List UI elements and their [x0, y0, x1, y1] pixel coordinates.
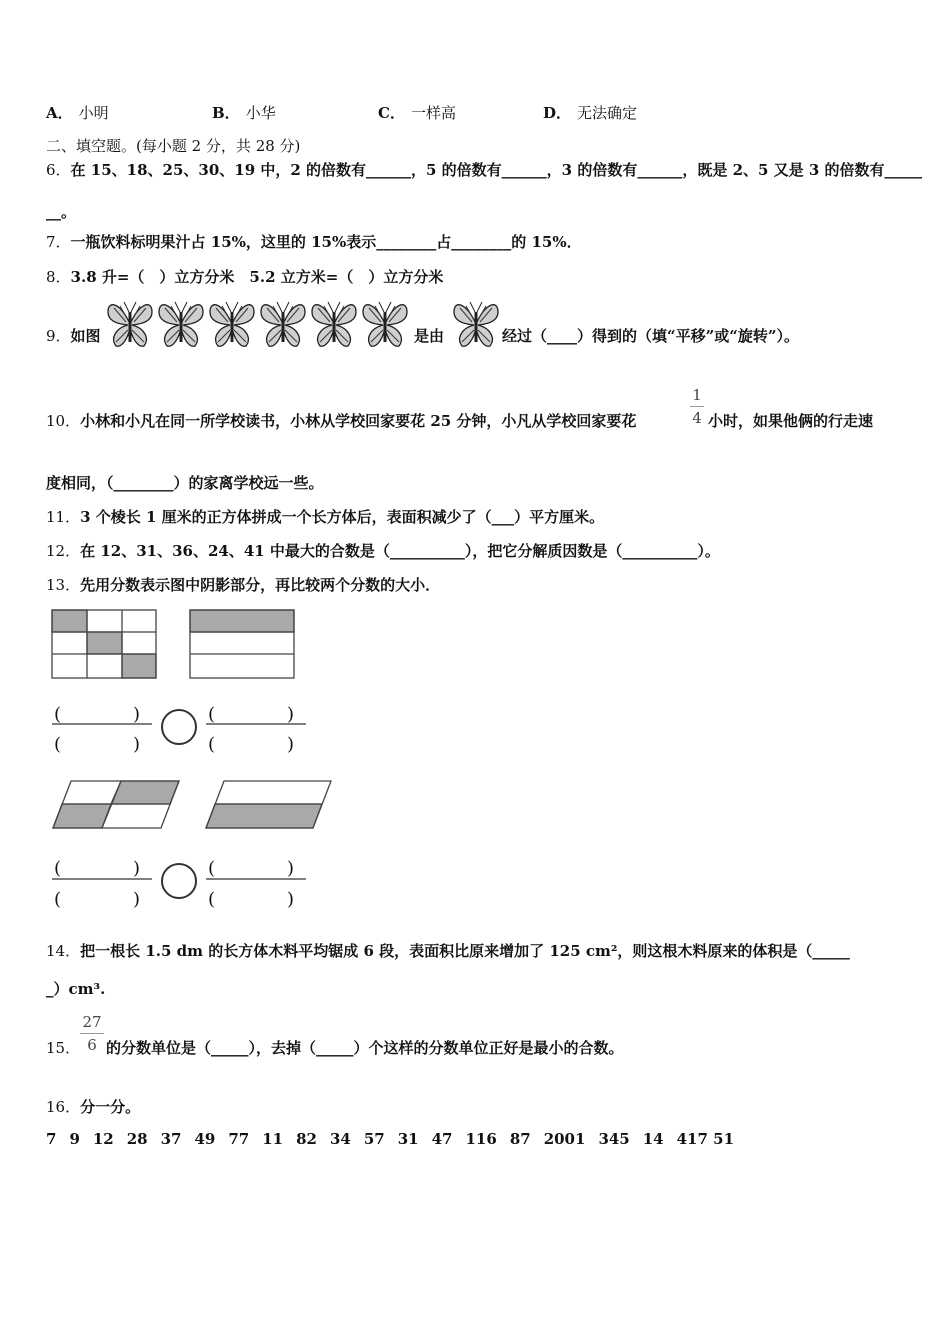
answer-blank[interactable]: ( ): [54, 858, 141, 879]
answer-blank[interactable]: ( ): [208, 734, 295, 755]
question-14-cont: _）cm³.: [46, 980, 106, 998]
question-6: 6．在 15、18、25、30、19 中，2 的倍数有______，5 的倍数有______，3 的倍数有______，既是 2、5 又是 3 的倍数有_____: [46, 161, 923, 179]
fraction-27-6: 27 6: [80, 1013, 104, 1054]
number-item: 14: [642, 1130, 664, 1148]
answer-blank[interactable]: ( ): [208, 889, 295, 910]
number-item: 77: [228, 1130, 250, 1148]
butterfly-icon: [159, 302, 203, 346]
question-15-num: 15．: [46, 1039, 81, 1057]
question-9: 9．如图: [46, 327, 101, 345]
answer-blank[interactable]: ( ): [54, 889, 141, 910]
option-b: B． 小华: [212, 104, 276, 122]
question-8: 8．3.8 升=（ ）立方分米 5.2 立方米=（ ）立方分米: [46, 268, 444, 286]
number-list: [46, 1130, 747, 1148]
option-c: C． 一样高: [378, 104, 456, 122]
question-6-cont: __。: [46, 203, 77, 221]
number-item: 87: [509, 1130, 531, 1148]
question-10: 10．小林和小凡在同一所学校读书，小林从学校回家要花 25 分钟，小凡从学校回家要花: [46, 412, 637, 430]
question-15: 的分数单位是（_____），去掉（_____）个这样的分数单位正好是最小的合数。: [106, 1039, 624, 1057]
number-item: 57: [363, 1130, 385, 1148]
question-11: 11．3 个棱长 1 厘米的正方体拼成一个长方体后，表面积减少了（___）平方厘米。: [46, 508, 605, 526]
option-d: D． 无法确定: [543, 104, 638, 122]
answer-blank[interactable]: ( ): [208, 858, 295, 879]
number-item: 7: [46, 1130, 57, 1148]
butterfly-icon: [454, 302, 498, 346]
number-item: 12: [92, 1130, 114, 1148]
grid-3x3: [52, 610, 156, 678]
butterfly-icon: [210, 302, 254, 346]
section-title: 二、填空题。(每小题 2 分，共 28 分): [46, 137, 301, 155]
number-item: 417 51: [676, 1130, 735, 1148]
number-item: 11: [262, 1130, 284, 1148]
butterfly-icon: [363, 302, 407, 346]
butterfly-row: [106, 298, 412, 350]
answer-blank[interactable]: ( ): [54, 734, 141, 755]
number-item: 49: [194, 1130, 216, 1148]
number-item: 2001: [543, 1130, 586, 1148]
butterfly-icon: [312, 302, 356, 346]
question-9-mid: 是由: [414, 327, 445, 345]
number-item: 82: [296, 1130, 317, 1148]
number-item: 34: [330, 1130, 351, 1148]
butterfly-single: [452, 298, 502, 350]
number-item: 28: [126, 1130, 148, 1148]
fraction-one-quarter: 1 4: [690, 386, 704, 427]
number-item: 37: [160, 1130, 182, 1148]
compare-circle[interactable]: [162, 710, 196, 744]
number-item: 9: [69, 1130, 80, 1148]
question-12: 12．在 12、31、36、24、41 中最大的合数是（__________），把它分解质因数是（__________）。: [46, 542, 720, 560]
number-item: 47: [431, 1130, 453, 1148]
question-7: 7．一瓶饮料标明果汁占 15%，这里的 15%表示________占________的 15%．: [46, 233, 582, 251]
answer-blank[interactable]: ( ): [208, 704, 295, 725]
question-16: 16．分一分。: [46, 1098, 141, 1116]
answer-blank[interactable]: ( ): [54, 704, 141, 725]
question-10-cont: 度相同，（________）的家离学校远一些。: [46, 474, 324, 492]
question-14: 14．把一根长 1.5 dm 的长方体木料平均锯成 6 段，表面积比原来增加了 125 cm²，则这根木料原来的体积是（_____: [46, 942, 850, 960]
option-a: A． 小明: [46, 104, 109, 122]
question-10-after: 小时，如果他俩的行走速: [708, 412, 874, 430]
butterfly-icon: [108, 302, 152, 346]
rect-three-rows: [190, 610, 294, 678]
question-13: 13．先用分数表示图中阴影部分，再比较两个分数的大小．: [46, 576, 441, 594]
butterfly-icon: [261, 302, 305, 346]
number-item: 345: [598, 1130, 630, 1148]
compare-circle[interactable]: [162, 864, 196, 898]
number-item: 31: [397, 1130, 419, 1148]
number-item: 116: [465, 1130, 497, 1148]
question-9-post: 经过（____）得到的（填“平移”或“旋转”）。: [502, 327, 800, 345]
parallelogram-two-parts: [206, 781, 331, 828]
parallelogram-four-parts: [53, 781, 179, 828]
